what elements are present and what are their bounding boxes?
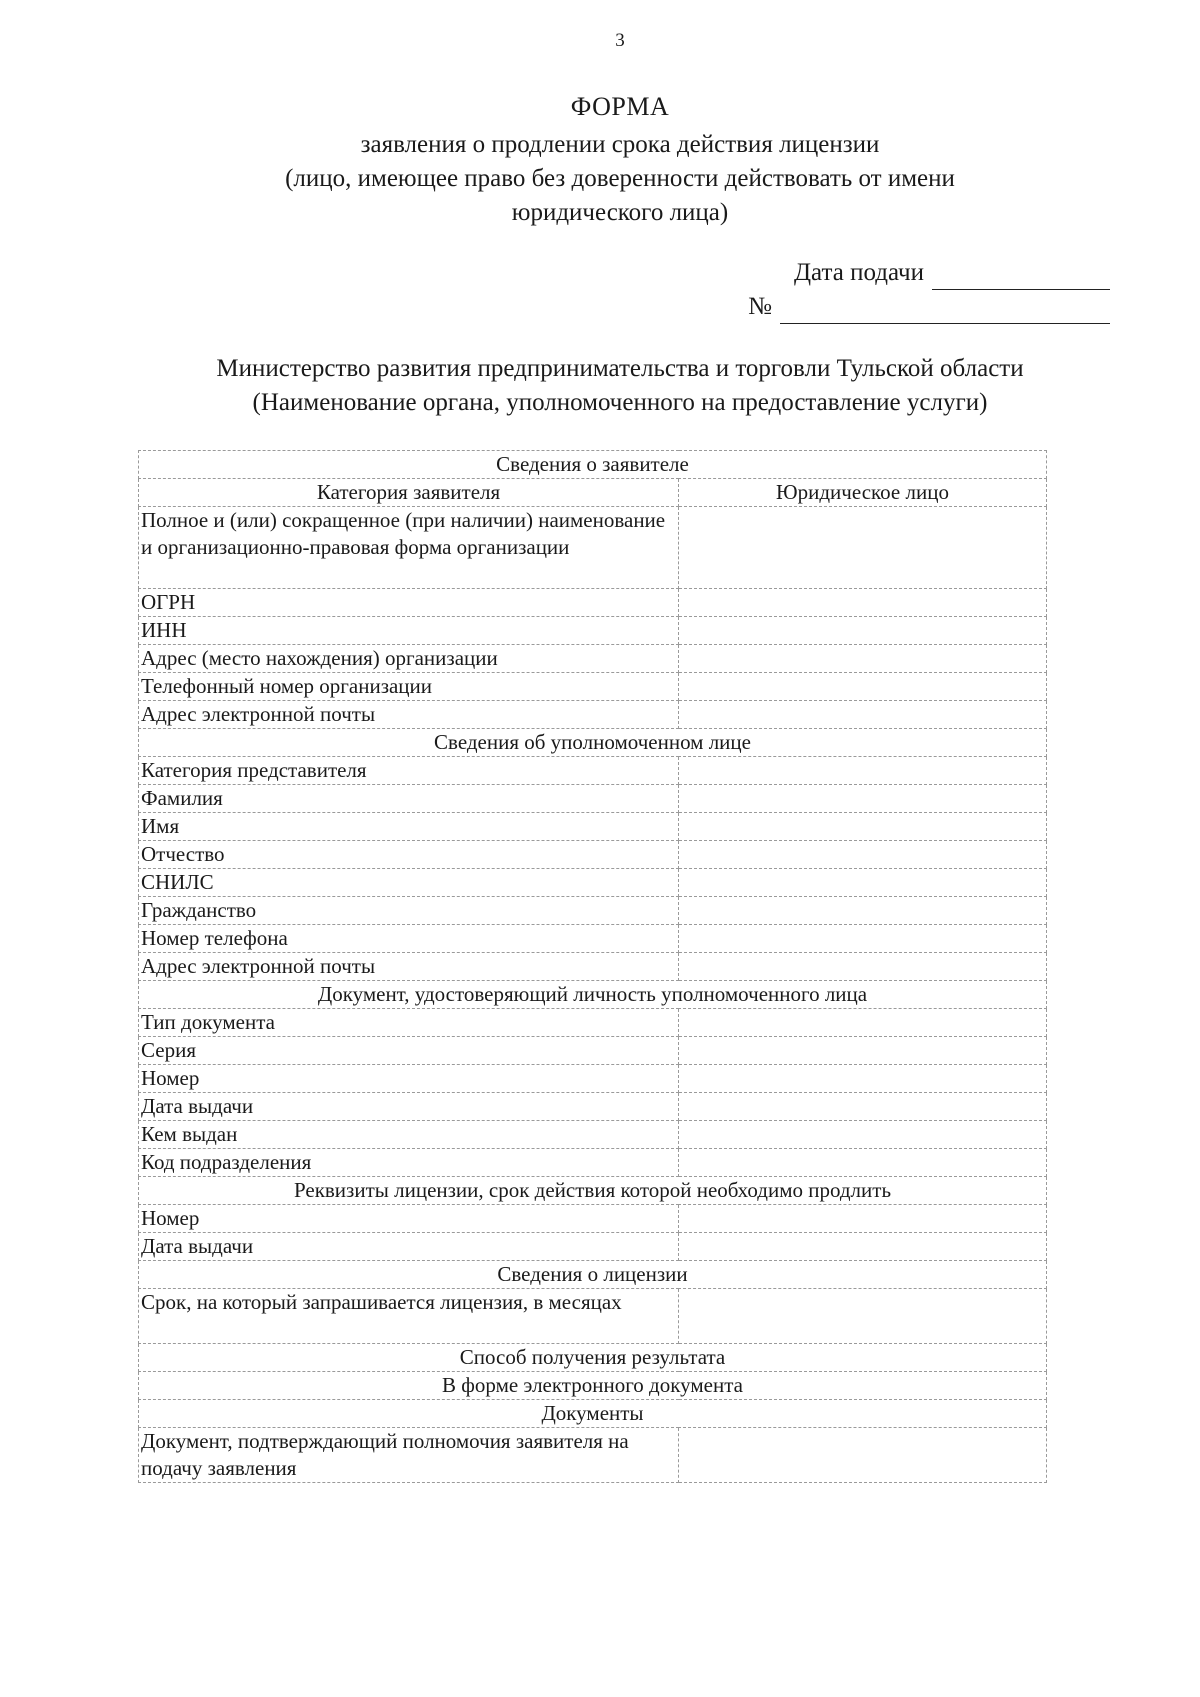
table-row (139, 701, 1047, 729)
authority-caption: (Наименование органа, уполномоченного на предоставление услуги) (252, 389, 988, 416)
table-row (139, 841, 1047, 869)
category-value: Юридическое лицо (679, 479, 1047, 507)
filing-block (748, 256, 1110, 324)
field-label: Номер телефона (139, 925, 679, 953)
field-label: Кем выдан (139, 1121, 679, 1149)
field-value[interactable] (679, 617, 1047, 645)
table-row (139, 1065, 1047, 1093)
field-label: ОГРН (139, 589, 679, 617)
field-label: Категория представителя (139, 757, 679, 785)
filing-number-label: № (748, 293, 772, 320)
table-row (139, 757, 1047, 785)
section-documents: Документы (139, 1400, 1047, 1428)
table-row (139, 673, 1047, 701)
field-value[interactable] (679, 589, 1047, 617)
table-row (139, 897, 1047, 925)
field-value[interactable] (679, 897, 1047, 925)
field-value[interactable] (679, 645, 1047, 673)
field-value[interactable] (679, 1065, 1047, 1093)
table-row (139, 1037, 1047, 1065)
field-value[interactable] (679, 1149, 1047, 1177)
subtitle-line: юридического лица) (511, 199, 729, 226)
table-row (139, 1205, 1047, 1233)
field-value[interactable] (679, 757, 1047, 785)
field-value[interactable] (679, 1009, 1047, 1037)
field-label: ИНН (139, 617, 679, 645)
field-label: Номер (139, 1065, 679, 1093)
subtitle-line: заявления о продлении срока действия лицензии (360, 131, 880, 158)
field-value[interactable] (679, 953, 1047, 981)
field-value[interactable] (679, 1289, 1047, 1344)
table-row (139, 479, 1047, 507)
field-label: Адрес электронной почты (139, 953, 679, 981)
field-value[interactable] (679, 925, 1047, 953)
authority-block (0, 352, 1200, 420)
field-label: Телефонный номер организации (139, 673, 679, 701)
field-label: Тип документа (139, 1009, 679, 1037)
field-label: Срок, на который запрашивается лицензия, в месяцах (139, 1289, 679, 1344)
section-result-method: Способ получения результата (139, 1344, 1047, 1372)
filing-number-field[interactable] (780, 299, 1110, 324)
table-row (139, 507, 1047, 589)
table-row (139, 645, 1047, 673)
field-label: Серия (139, 1037, 679, 1065)
authority-name: Министерство развития предпринимательства и торговли Тульской области (216, 355, 1024, 382)
table-row (139, 589, 1047, 617)
page-number: 3 (615, 30, 625, 51)
field-label: Полное и (или) сокращенное (при наличии) наименование и организационно-правовая форма организации (139, 507, 679, 589)
section-representative: Сведения об уполномоченном лице (139, 729, 1047, 757)
form-subtitle (0, 128, 1200, 230)
section-license-requisites: Реквизиты лицензии, срок действия которой необходимо продлить (139, 1177, 1047, 1205)
section-row (139, 1372, 1047, 1400)
table-row (139, 1233, 1047, 1261)
section-id-document: Документ, удостоверяющий личность уполномоченного лица (139, 981, 1047, 1009)
section-row (139, 981, 1047, 1009)
table-row (139, 953, 1047, 981)
field-value[interactable] (679, 1233, 1047, 1261)
field-value[interactable] (679, 673, 1047, 701)
field-value[interactable] (679, 1093, 1047, 1121)
section-row (139, 1177, 1047, 1205)
result-method-value: В форме электронного документа (139, 1372, 1047, 1400)
table-row (139, 1093, 1047, 1121)
field-label: Документ, подтверждающий полномочия заявителя на подачу заявления (139, 1428, 679, 1483)
section-applicant: Сведения о заявителе (139, 451, 1047, 479)
field-label: Отчество (139, 841, 679, 869)
category-label: Категория заявителя (139, 479, 679, 507)
field-value[interactable] (679, 1121, 1047, 1149)
section-row (139, 1344, 1047, 1372)
table-row (139, 869, 1047, 897)
field-label: Дата выдачи (139, 1233, 679, 1261)
table-row (139, 1149, 1047, 1177)
section-license-info: Сведения о лицензии (139, 1261, 1047, 1289)
field-label: СНИЛС (139, 869, 679, 897)
section-row (139, 729, 1047, 757)
field-value[interactable] (679, 507, 1047, 589)
application-table (138, 450, 1047, 1483)
table-row (139, 1009, 1047, 1037)
table-row (139, 785, 1047, 813)
field-label: Дата выдачи (139, 1093, 679, 1121)
field-value[interactable] (679, 785, 1047, 813)
form-title: ФОРМА (570, 92, 670, 121)
table-row (139, 617, 1047, 645)
field-label: Гражданство (139, 897, 679, 925)
table-row (139, 1289, 1047, 1344)
field-label: Номер (139, 1205, 679, 1233)
section-row (139, 1400, 1047, 1428)
filing-date-field[interactable] (932, 265, 1110, 290)
table-row (139, 813, 1047, 841)
section-row (139, 1261, 1047, 1289)
table-row (139, 925, 1047, 953)
field-value[interactable] (679, 869, 1047, 897)
filing-date-label: Дата подачи (793, 259, 924, 286)
section-row (139, 451, 1047, 479)
table-row (139, 1121, 1047, 1149)
field-value[interactable] (679, 1205, 1047, 1233)
field-value[interactable] (679, 701, 1047, 729)
field-label: Адрес (место нахождения) организации (139, 645, 679, 673)
field-label: Код подразделения (139, 1149, 679, 1177)
field-value[interactable] (679, 813, 1047, 841)
field-value[interactable] (679, 841, 1047, 869)
field-label: Фамилия (139, 785, 679, 813)
subtitle-line: (лицо, имеющее право без доверенности действовать от имени (285, 165, 955, 192)
field-label: Имя (139, 813, 679, 841)
table-row (139, 1428, 1047, 1483)
field-label: Адрес электронной почты (139, 701, 679, 729)
field-value[interactable] (679, 1428, 1047, 1483)
field-value[interactable] (679, 1037, 1047, 1065)
